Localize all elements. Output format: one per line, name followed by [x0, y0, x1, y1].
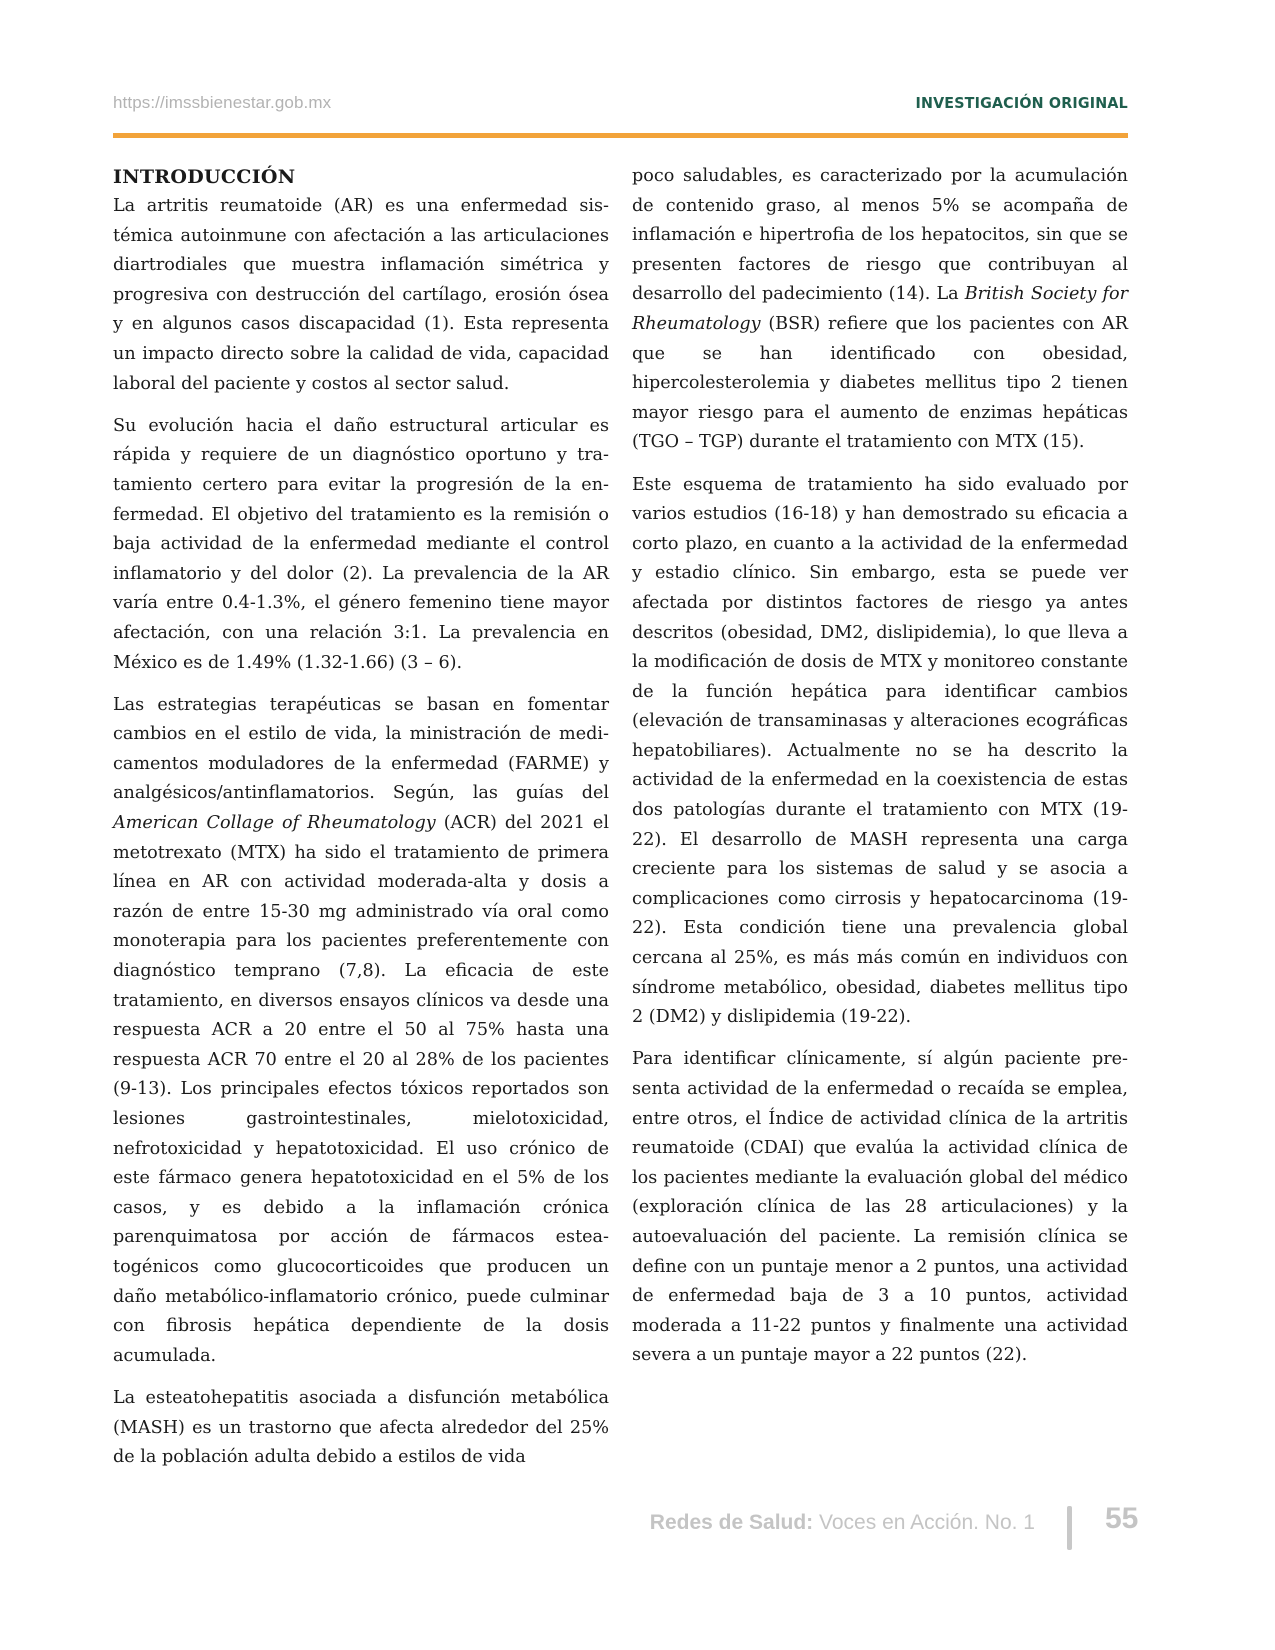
left-column — [113, 162, 609, 1473]
paragraph: La esteatohepatitis asociada a disfunción metabólica (MASH) es un trastorno que afecta alrededor del 25% de la población adulta debido a estilos de vida — [113, 1387, 609, 1468]
right-column — [632, 162, 1128, 1371]
header-divider — [113, 133, 1128, 138]
italic-organization-name: American Collage of Rheumatology — [113, 813, 436, 834]
header-url-link[interactable]: https://imssbienestar.gob.mx — [113, 93, 332, 112]
italic-organization-name: British Society for Rheumatology — [632, 284, 1128, 334]
page-number: 55 — [1105, 1502, 1139, 1535]
paragraph: La artritis reumatoide (AR) es una enfermedad sistémica autoinmune con afectación a las articulaciones diartrodiales que muestra inflamación simétrica y progresiva con destrucción del cartílago, erosión ósea y en algunos casos discapacidad (1). Esta representa un impacto directo sobre la calidad de vida, capacidad laboral del paciente y costos al sector salud. — [113, 196, 609, 394]
paragraph — [113, 691, 609, 1372]
page-footer — [0, 1500, 1275, 1560]
paragraph: Para identificar clínicamente, sí algún paciente presenta actividad de la enfermedad o recaída se emplea, entre otros, el Índice de actividad clínica de la artritis reumatoide (CDAI) que evalúa la actividad clínica de los pacientes mediante la evaluación global del médico (exploración clínica de las 28 articulaciones) y la autoevaluación del paciente. La remisión clínica se define con un puntaje menor a 2 puntos, una actividad de enfermedad baja de 3 a 10 puntos, actividad moderada a 11-22 puntos y finalmente una actividad severa a un puntaje mayor a 22 puntos (22). — [632, 1049, 1128, 1366]
section-title: INTRODUCCIÓN — [113, 166, 296, 188]
paragraph-text: Las estrategias terapéuticas se basan en fomentar cambios en el estilo de vida, la ministración de medicamentos moduladores de la enfermedad (FARME) y analgésicos/antinflamatorios. Según, las guías del — [113, 694, 609, 804]
journal-issue: Voces en Acción. No. 1 — [813, 1511, 1035, 1534]
page-header — [113, 93, 1128, 121]
paragraph — [632, 162, 1128, 458]
paragraph: Este esquema de tratamiento ha sido evaluado por varios estudios (16-18) y han demostrado su eficacia a corto plazo, en cuanto a la actividad de la enfermedad y estadio clínico. Sin embargo, esta se puede ver afectada por distintos factores de riesgo ya antes descritos (obesidad, DM2, dislipidemia), lo que lleva a la modificación de dosis de MTX y monitoreo constante de la función hepática para identificar cambios (elevación de transaminasas y alteraciones ecográficas hepatobiliares). Actualmente no se ha descrito la actividad de la enfermedad en la coexistencia de estas dos patologías durante el tratamiento con MTX (19-22). El desarrollo de MASH representa una carga creciente para los sistemas de salud y se asocia a complicaciones como cirrosis y hepatocarcinoma (19-22). Esta condición tiene una prevalencia global cercana al 25%, es más más común en individuos con síndrome metabólico, obesidad, diabetes mellitus tipo 2 (DM2) y dislipidemia (19-22). — [632, 474, 1128, 1028]
footer-divider — [1067, 1506, 1072, 1550]
paragraph-text: poco saludables, es caracterizado por la acumulación de contenido graso, al menos 5% se acompaña de inflamación e hipertrofia de los hepatocitos, sin que se presenten factores de riesgo que contribuyan al desarrollo del padecimiento (14). La — [632, 166, 1128, 305]
paragraph: Su evolución hacia el daño estructural articular es rápida y requiere de un diagnóstico oportuno y tratamiento certero para evitar la progresión de la enfermedad. El objetivo del tratamiento es la remisión o baja actividad de la enfermedad mediante el control inflamatorio y del dolor (2). La prevalencia de la AR varía entre 0.4-1.3%, el género femenino tiene mayor afectación, con una relación 3:1. La prevalencia en México es de 1.49% (1.32-1.66) (3 – 6). — [113, 415, 609, 673]
header-section-label: INVESTIGACIÓN ORIGINAL — [915, 94, 1128, 112]
journal-name: Redes de Salud: — [649, 1511, 814, 1534]
footer-journal-title — [650, 1511, 1035, 1535]
paragraph-text: (ACR) del 2021 el metotrexato (MTX) ha sido el tratamiento de primera línea en AR con actividad moderada-alta y dosis a razón de entre 15-30 mg administrado vía oral como monoterapia para los pacientes preferentemente con diagnóstico temprano (7,8). La eficacia de este tratamiento, en diversos ensayos clínicos va desde una respuesta ACR a 20 entre el 50 al 75% hasta una respuesta ACR 70 entre el 20 al 28% de los pacientes (9-13). Los principales efectos tóxicos reportados son lesiones gastrointestinales, mielotoxicidad, nefrotoxicidad y hepatotoxicidad. El uso crónico de este fármaco genera hepatotoxicidad en el 5% de los casos, y es debido a la inflamación crónica parenquimatosa por acción de fármacos esteatogénicos como glucocorticoides que producen un daño metabólico-inflamatorio crónico, puede culminar con fibrosis hepática dependiente de la dosis acumulada. — [113, 813, 609, 1366]
paragraph-text: (BSR) refiere que los pacientes con AR que se han identificado con obesidad, hipercolesterolemia y diabetes mellitus tipo 2 tienen mayor riesgo para el aumento de enzimas hepáticas (TGO – TGP) durante el tratamiento con MTX (15). — [632, 313, 1128, 453]
